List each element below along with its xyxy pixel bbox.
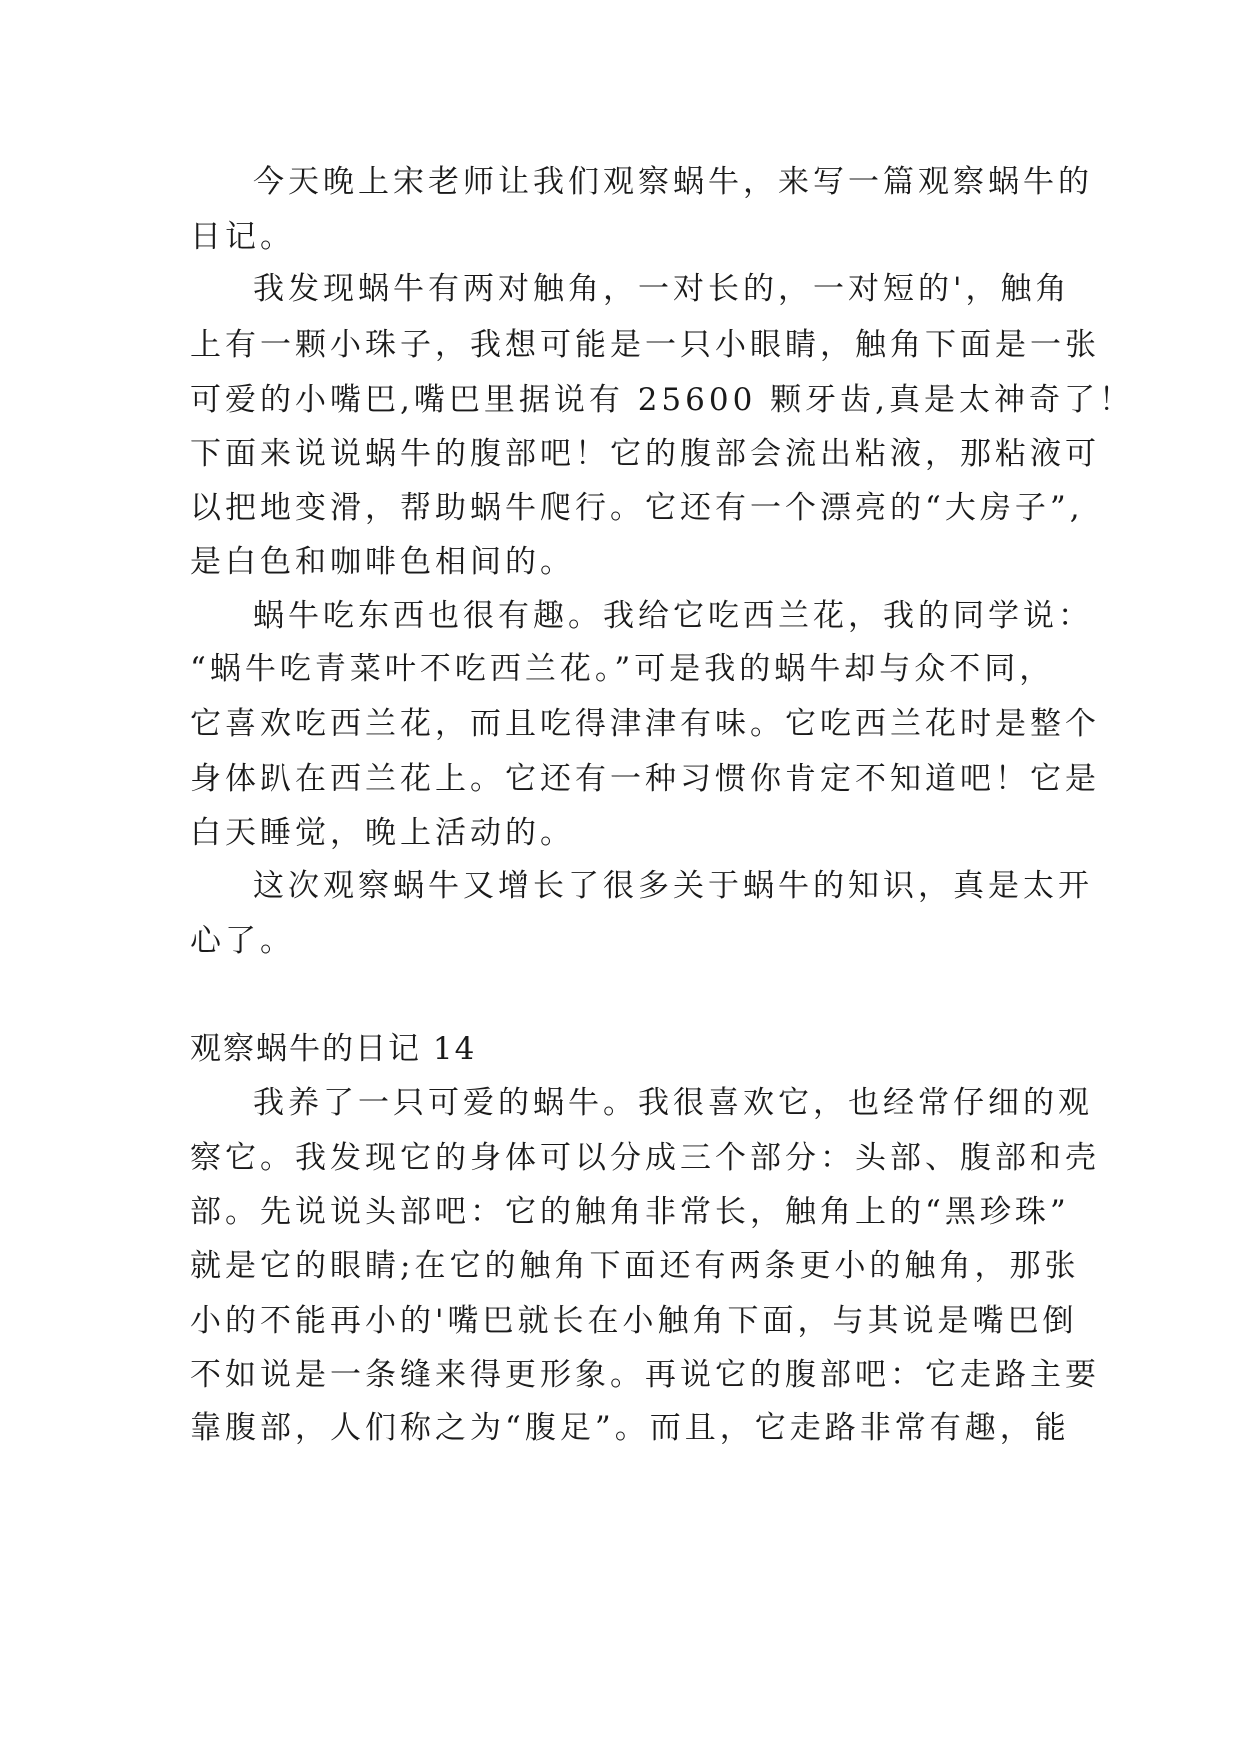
- text-line: 部。先说说头部吧：它的触角非常长，触角上的“黑珍珠”: [190, 1194, 1070, 1230]
- text-line: 靠腹部，人们称之为“腹足”。而且，它走路非常有趣，能: [190, 1410, 1070, 1446]
- text-line: 就是它的眼睛;在它的触角下面还有两条更小的触角，那张: [190, 1248, 1080, 1284]
- text-line: 是白色和咖啡色相间的。: [190, 544, 575, 580]
- text-line: 心了。: [190, 923, 295, 959]
- text-line: 日记。: [190, 219, 295, 255]
- text-line: 它喜欢吃西兰花，而且吃得津津有味。它吃西兰花时是整个: [190, 706, 1100, 742]
- text-line: 我养了一只可爱的蜗牛。我很喜欢它，也经常仔细的观: [253, 1085, 1093, 1121]
- text-line: 今天晚上宋老师让我们观察蜗牛，来写一篇观察蜗牛的: [253, 164, 1093, 200]
- text-line: 以把地变滑，帮助蜗牛爬行。它还有一个漂亮的“大房子”,: [190, 490, 1084, 526]
- text-line: 上有一颗小珠子，我想可能是一只小眼睛，触角下面是一张: [190, 327, 1100, 363]
- text-line: 白天睡觉，晚上活动的。: [190, 815, 575, 851]
- text-line: 我发现蜗牛有两对触角，一对长的，一对短的'，触角: [253, 271, 1071, 307]
- text-line: 不如说是一条缝来得更形象。再说它的腹部吧：它走路主要: [190, 1357, 1100, 1393]
- text-line: 蜗牛吃东西也很有趣。我给它吃西兰花，我的同学说：: [253, 598, 1093, 634]
- text-line: 这次观察蜗牛又增长了很多关于蜗牛的知识，真是太开: [253, 868, 1093, 904]
- text-line: 下面来说说蜗牛的腹部吧！它的腹部会流出粘液，那粘液可: [190, 436, 1100, 472]
- text-line: 身体趴在西兰花上。它还有一种习惯你肯定不知道吧！它是: [190, 761, 1100, 797]
- section-title: 观察蜗牛的日记 14: [190, 1031, 477, 1067]
- text-line: 察它。我发现它的身体可以分成三个部分：头部、腹部和壳: [190, 1140, 1100, 1176]
- text-line: 小的不能再小的'嘴巴就长在小触角下面，与其说是嘴巴倒: [190, 1303, 1078, 1339]
- text-line: “蜗牛吃青菜叶不吃西兰花。”可是我的蜗牛却与众不同，: [190, 651, 1055, 687]
- text-line: 可爱的小嘴巴,嘴巴里据说有 25600 颗牙齿,真是太神奇了！: [190, 382, 1135, 418]
